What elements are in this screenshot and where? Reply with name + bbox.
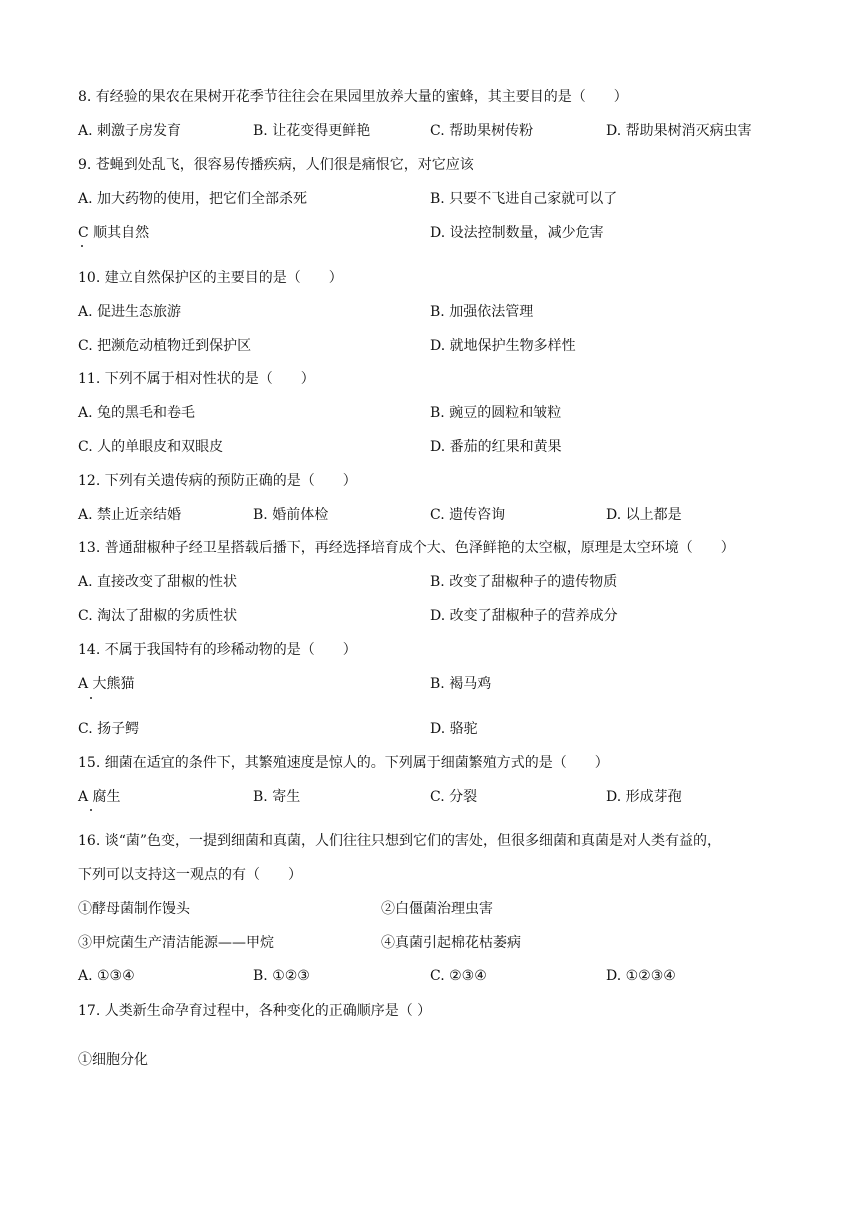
q11-option-d: D. 番茄的红果和黄果 bbox=[430, 439, 562, 455]
q16-option-b: B. ①②③ bbox=[253, 968, 310, 984]
q16-statement-3: ③甲烷菌生产清洁能源——甲烷 bbox=[78, 935, 274, 951]
q13-option-c: C. 淘汰了甜椒的劣质性状 bbox=[78, 608, 238, 624]
q16-option-d: D. ①②③④ bbox=[606, 968, 676, 984]
q14-option-b: B. 褐马鸡 bbox=[430, 676, 492, 692]
question-16-stem-line2: 下列可以支持这一观点的有（ ） bbox=[78, 867, 302, 883]
q16-option-a: A. ①③④ bbox=[78, 968, 135, 984]
q9-option-d: D. 设法控制数量，减少危害 bbox=[430, 225, 604, 241]
question-11-stem: 11. 下列不属于相对性状的是（ ） bbox=[78, 371, 315, 387]
q10-option-a: A. 促进生态旅游 bbox=[78, 304, 182, 320]
q11-option-a: A. 兔的黑毛和卷毛 bbox=[78, 405, 196, 421]
q10-option-b: B. 加强依法管理 bbox=[430, 304, 534, 320]
q14-option-c: C. 扬子鳄 bbox=[78, 721, 140, 737]
q13-option-b: B. 改变了甜椒种子的遗传物质 bbox=[430, 574, 618, 590]
q16-statement-4: ④真菌引起棉花枯萎病 bbox=[381, 935, 521, 951]
q17-statement-1: ①细胞分化 bbox=[78, 1052, 148, 1068]
q8-option-a: A. 刺激子房发育 bbox=[78, 123, 182, 139]
q15-option-c: C. 分裂 bbox=[430, 789, 478, 805]
q16-option-c: C. ②③④ bbox=[430, 968, 487, 984]
question-9-stem: 9. 苍蝇到处乱飞，很容易传播疾病，人们很是痛恨它，对它应该 bbox=[78, 157, 474, 173]
q9-option-c: C 顺其自然 bbox=[78, 225, 150, 241]
q15-option-d: D. 形成芽孢 bbox=[606, 789, 682, 805]
q9-option-b: B. 只要不飞进自己家就可以了 bbox=[430, 191, 618, 207]
q12-option-a: A. 禁止近亲结婚 bbox=[78, 507, 182, 523]
q12-option-c: C. 遗传咨询 bbox=[430, 507, 506, 523]
q10-option-d: D. 就地保护生物多样性 bbox=[430, 338, 576, 354]
q8-option-c: C. 帮助果树传粉 bbox=[430, 123, 534, 139]
q12-option-d: D. 以上都是 bbox=[606, 507, 682, 523]
question-8-stem: 8. 有经验的果农在果树开花季节往往会在果园里放养大量的蜜蜂，其主要目的是（ ） bbox=[78, 89, 628, 105]
punctuation-dot bbox=[81, 245, 83, 247]
punctuation-dot bbox=[90, 809, 92, 811]
q14-option-a: A 大熊猫 bbox=[78, 676, 135, 692]
question-10-stem: 10. 建立自然保护区的主要目的是（ ） bbox=[78, 270, 343, 286]
q13-option-a: A. 直接改变了甜椒的性状 bbox=[78, 574, 238, 590]
question-14-stem: 14. 不属于我国特有的珍稀动物的是（ ） bbox=[78, 642, 357, 658]
q11-option-b: B. 豌豆的圆粒和皱粒 bbox=[430, 405, 562, 421]
q9-option-a: A. 加大药物的使用，把它们全部杀死 bbox=[78, 191, 308, 207]
q16-statement-2: ②白僵菌治理虫害 bbox=[381, 901, 493, 917]
q8-option-d: D. 帮助果树消灭病虫害 bbox=[606, 123, 752, 139]
q11-option-c: C. 人的单眼皮和双眼皮 bbox=[78, 439, 224, 455]
question-12-stem: 12. 下列有关遗传病的预防正确的是（ ） bbox=[78, 473, 357, 489]
punctuation-dot bbox=[90, 697, 92, 699]
question-13-stem: 13. 普通甜椒种子经卫星搭载后播下，再经选择培育成个大、色泽鲜艳的太空椒，原理是太空环境（ ） bbox=[78, 540, 735, 556]
q13-option-d: D. 改变了甜椒种子的营养成分 bbox=[430, 608, 618, 624]
q15-option-b: B. 寄生 bbox=[253, 789, 301, 805]
question-15-stem: 15. 细菌在适宜的条件下，其繁殖速度是惊人的。下列属于细菌繁殖方式的是（ ） bbox=[78, 755, 609, 771]
q8-option-b: B. 让花变得更鲜艳 bbox=[253, 123, 371, 139]
q10-option-c: C. 把濒危动植物迁到保护区 bbox=[78, 338, 252, 354]
q12-option-b: B. 婚前体检 bbox=[253, 507, 329, 523]
q16-statement-1: ①酵母菌制作馒头 bbox=[78, 901, 190, 917]
q15-option-a: A 腐生 bbox=[78, 789, 121, 805]
q14-option-d: D. 骆驼 bbox=[430, 721, 478, 737]
question-17-stem: 17. 人类新生命孕育过程中，各种变化的正确顺序是（ ） bbox=[78, 1003, 432, 1019]
question-16-stem-line1: 16. 谈“菌”色变，一提到细菌和真菌，人们往往只想到它们的害处，但很多细菌和真菌是对人类有益的， bbox=[78, 833, 722, 849]
